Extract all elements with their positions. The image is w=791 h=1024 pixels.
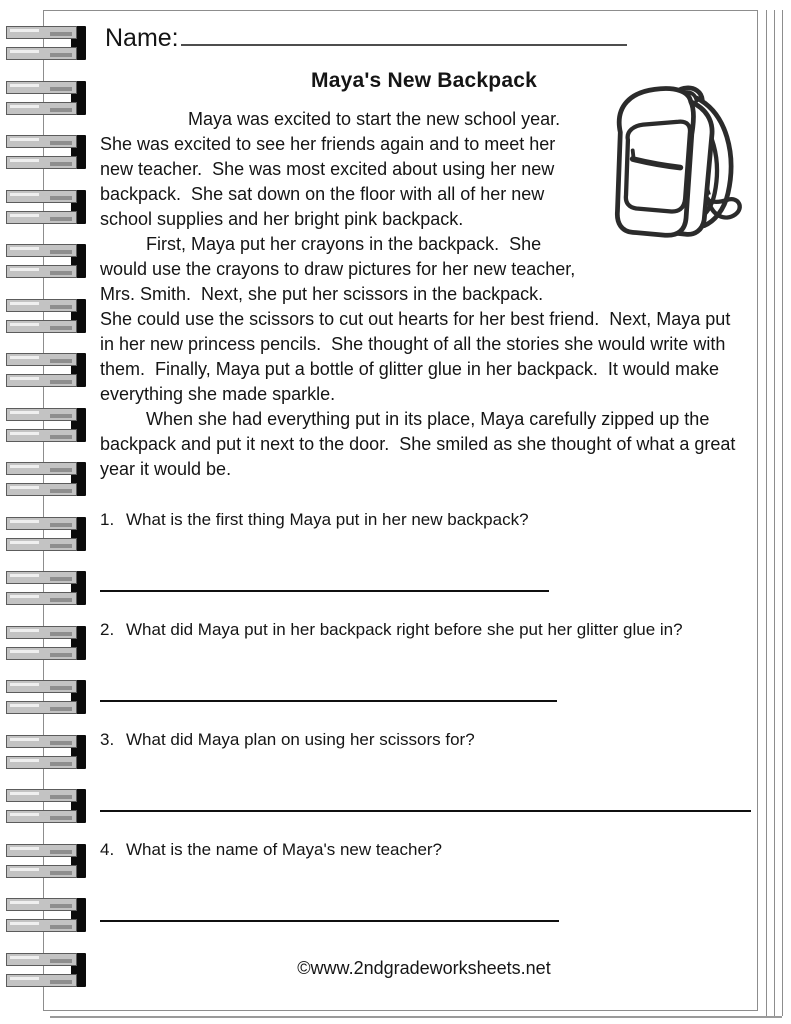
answer-line-3[interactable] [100,810,751,812]
question-3-text: What did Maya plan on using her scissors for? [126,730,475,749]
page-edge-line [774,10,775,1016]
question-4-number: 4. [100,840,115,859]
spiral-binding [6,0,92,1024]
binding-clip [6,26,86,60]
backpack-illustration [586,77,748,239]
story-paragraph-1: Maya was excited to start the new school year. She was excited to see her friends again and to meet her new teacher. She was most excited about using her new backpack. She sat down on the floor with all of her new school supplies and her bright pink backpack. [100,109,571,229]
binding-clip [6,408,86,442]
page-bottom-edge-line [50,1016,782,1018]
answer-line-1[interactable] [100,590,549,592]
answer-line-2[interactable] [100,700,557,702]
binding-clip [6,244,86,278]
binding-clip [6,299,86,333]
question-2-text: What did Maya put in her backpack right before she put her glitter glue in? [126,620,683,639]
binding-clip [6,135,86,169]
question-4 [100,840,748,922]
story-paragraph-3: When she had everything put in its place, Maya carefully zipped up the backpack and put it next to the door. She smiled as she thought of what a great year it would be. [100,409,741,479]
binding-clip [6,789,86,823]
binding-clip [6,953,86,987]
binding-clip [6,190,86,224]
question-3 [100,730,748,812]
binding-clip [6,626,86,660]
page-edge-line [766,10,767,1016]
backpack-icon [586,77,748,239]
binding-clip [6,844,86,878]
question-2 [100,620,748,702]
questions-section [100,510,748,922]
story-paragraph-2: First, Maya put her crayons in the backpack. She would use the crayons to draw pictures for her new teacher, Mrs. Smith. Next, she put her scissors in the backpack. She could use the scissors to cut out hearts for her best friend. Next, Maya put in her new princess pencils. She thought of all the stories she would write with them. Finally, Maya put a bottle of glitter glue in her backpack. It would make everything she made sparkle. [100,234,736,404]
answer-line-4[interactable] [100,920,559,922]
question-3-number: 3. [100,730,115,749]
footer-credit: ©www.2ndgradeworksheets.net [297,958,551,978]
question-1-number: 1. [100,510,115,529]
story-text [100,107,748,482]
question-4-text: What is the name of Maya's new teacher? [126,840,443,859]
name-label: Name: [105,24,179,52]
question-1-text: What is the first thing Maya put in her new backpack? [126,510,529,529]
binding-clip [6,462,86,496]
page-title: Maya's New Backpack [311,69,537,92]
name-input-line[interactable] [181,20,627,46]
binding-clip [6,81,86,115]
binding-clip [6,898,86,932]
question-2-number: 2. [100,620,115,639]
question-1 [100,510,748,592]
binding-clip [6,735,86,769]
page-edge-line [782,10,783,1016]
binding-clip [6,680,86,714]
binding-clip [6,517,86,551]
binding-clip [6,571,86,605]
name-row [105,20,748,53]
page-content [100,10,748,979]
binding-clip [6,353,86,387]
